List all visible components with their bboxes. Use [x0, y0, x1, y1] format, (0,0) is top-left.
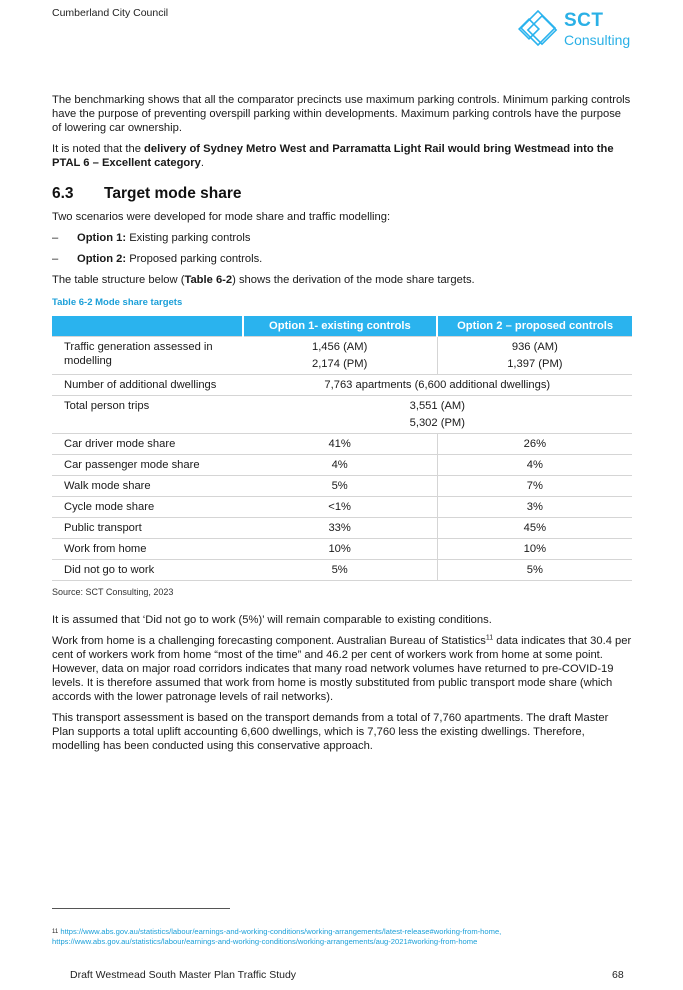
footnote-link-1[interactable]: https://www.abs.gov.au/statistics/labour/earnings-and-working-conditions/working-arrangements/latest-release#working-from-home	[60, 927, 500, 936]
footnote-number: 11	[52, 929, 59, 935]
opt2-value: 936 (AM)	[511, 341, 558, 353]
footnote-divider	[52, 908, 230, 909]
bullet-dash: –	[52, 232, 59, 244]
footnote-separator: ,	[499, 927, 502, 936]
span-value: 3,551 (AM)	[409, 400, 465, 412]
opt1-cell	[243, 476, 438, 497]
bullet-text	[77, 252, 262, 266]
header-cell-option-1: Option 1- existing controls	[243, 316, 438, 337]
opt2-value: 45%	[523, 522, 547, 534]
opt2-cell	[437, 560, 632, 581]
row-label: Number of additional dwellings	[52, 375, 243, 396]
council-name: Cumberland City Council	[52, 7, 169, 19]
section-heading	[52, 187, 632, 201]
opt1-value: 4%	[331, 459, 348, 471]
opt2-cell	[437, 539, 632, 560]
opt1-value: <1%	[328, 501, 351, 513]
opt2-cell	[437, 497, 632, 518]
opt1-cell	[243, 434, 438, 455]
table-row	[52, 337, 632, 375]
table-row	[52, 560, 632, 581]
table-row	[52, 476, 632, 497]
header-cell-option-2: Option 2 – proposed controls	[437, 316, 632, 337]
table-intro-start: The table structure below (	[52, 274, 185, 286]
table-body	[52, 337, 632, 581]
diamond-logo-icon	[518, 8, 564, 52]
table-intro	[52, 273, 632, 287]
bullet-dash: –	[52, 253, 59, 265]
section-title: Target mode share	[104, 185, 242, 202]
opt2-value: 7%	[526, 480, 543, 492]
opt1-value: 2,174 (PM)	[311, 358, 368, 370]
header-cell-blank	[52, 316, 243, 337]
bullet-option-2	[52, 252, 632, 266]
opt2-cell	[437, 337, 632, 375]
table-row	[52, 375, 632, 396]
table-ref: Table 6-2	[184, 274, 233, 286]
table-row	[52, 539, 632, 560]
table-caption: Table 6-2 Mode share targets	[52, 297, 183, 308]
footnote-ref: 11	[485, 634, 494, 642]
intro-p2-bold: delivery of Sydney Metro West and Parramatta Light Rail would bring Westmead into the PTAL 6 – Excellent category	[52, 143, 614, 169]
opt1-cell	[243, 518, 438, 539]
body-p2-end: data indicates that 30.4 per cent of workers work from home “most of the time” and 46.2 per cent of workers work from home at some point. However, data on major road corridors indicates that many road network volumes have returned to pre-COVID-19 levels. It is therefore assumed that work from home is mostly substituted from public transport mode share (which accords with the lower patronage levels of rail networks).	[52, 635, 632, 703]
opt2-value: 1,397 (PM)	[507, 358, 563, 370]
opt2-value: 3%	[526, 501, 543, 513]
bullet-bold: Option 2:	[77, 253, 127, 265]
table-row	[52, 396, 632, 434]
section-lead: Two scenarios were developed for mode share and traffic modelling:	[52, 211, 391, 223]
intro-paragraph-2	[52, 142, 632, 170]
table-row	[52, 455, 632, 476]
footnote-link-2[interactable]: https://www.abs.gov.au/statistics/labour/earnings-and-working-conditions/working-arrangements/aug-2021#working-from-home	[52, 937, 478, 946]
opt1-cell	[243, 539, 438, 560]
opt1-value: 5%	[331, 480, 348, 492]
opt1-value: 5%	[331, 564, 348, 576]
table-intro-end: ) shows the derivation of the mode share targets.	[232, 274, 475, 286]
body-paragraph-2	[52, 634, 632, 704]
span-value: 5,302 (PM)	[409, 417, 465, 429]
row-label: Traffic generation assessed in modelling	[52, 337, 243, 375]
intro-p2-end: .	[200, 157, 204, 169]
row-label: Public transport	[52, 518, 243, 539]
opt1-value: 10%	[328, 543, 351, 555]
opt1-cell	[243, 337, 438, 375]
logo-consulting-text: Consulting	[564, 32, 631, 48]
opt2-value: 5%	[526, 564, 543, 576]
opt1-cell	[243, 560, 438, 581]
table-header-row	[52, 316, 632, 337]
footer-title: Draft Westmead South Master Plan Traffic Study	[70, 969, 297, 981]
table-source: Source: SCT Consulting, 2023	[52, 587, 174, 597]
row-label: Work from home	[52, 539, 243, 560]
logo-sct-text: SCT	[564, 10, 604, 31]
mode-share-table	[52, 316, 632, 581]
page-number: 68	[612, 969, 624, 981]
table-row	[52, 518, 632, 539]
opt2-cell	[437, 476, 632, 497]
intro-p2-start: It is noted that the	[52, 143, 145, 155]
intro-paragraph-1: The benchmarking shows that all the comparator precincts use maximum parking controls. Minimum parking controls have the purpose of preventing overspill parking within developments. Maximum parking controls have the purpose of lowering car ownership.	[52, 94, 631, 134]
opt2-value: 4%	[526, 459, 543, 471]
opt2-cell	[437, 455, 632, 476]
body-paragraph-1: It is assumed that ‘Did not go to work (5%)’ will remain comparable to existing conditions.	[52, 614, 492, 626]
footnote	[52, 927, 501, 947]
span-cell	[243, 375, 632, 396]
opt2-value: 26%	[523, 438, 547, 450]
table-row	[52, 497, 632, 518]
row-label: Walk mode share	[52, 476, 243, 497]
sct-logo	[518, 8, 638, 52]
body-paragraph-3: This transport assessment is based on the transport demands from a total of 7,760 apartments. The draft Master Plan supports a total uplift accounting 6,600 dwellings, which is 7,760 less the existing dwellings. Therefore, modelling has been conducted using this conservative approach.	[52, 712, 609, 752]
row-label: Car driver mode share	[52, 434, 243, 455]
bullet-body: Proposed parking controls.	[126, 253, 263, 265]
row-label: Car passenger mode share	[52, 455, 243, 476]
bullet-body: Existing parking controls	[126, 232, 251, 244]
opt2-cell	[437, 518, 632, 539]
span-value: 7,763 apartments (6,600 additional dwellings)	[324, 379, 551, 391]
bullet-bold: Option 1:	[77, 232, 127, 244]
opt1-cell	[243, 455, 438, 476]
opt1-value: 41%	[328, 438, 351, 450]
opt2-value: 10%	[523, 543, 547, 555]
section-number: 6.3	[52, 185, 74, 202]
opt1-cell	[243, 497, 438, 518]
opt1-value: 33%	[328, 522, 351, 534]
table-row	[52, 434, 632, 455]
opt1-value: 1,456 (AM)	[311, 341, 368, 353]
page-content	[52, 93, 632, 760]
bullet-option-1	[52, 231, 632, 245]
opt2-cell	[437, 434, 632, 455]
body-p2-start: Work from home is a challenging forecasting component. Australian Bureau of Statistics	[52, 635, 486, 647]
bullet-text	[77, 231, 250, 245]
row-label: Cycle mode share	[52, 497, 243, 518]
row-label: Total person trips	[52, 396, 243, 434]
row-label: Did not go to work	[52, 560, 243, 581]
span-cell	[243, 396, 632, 434]
